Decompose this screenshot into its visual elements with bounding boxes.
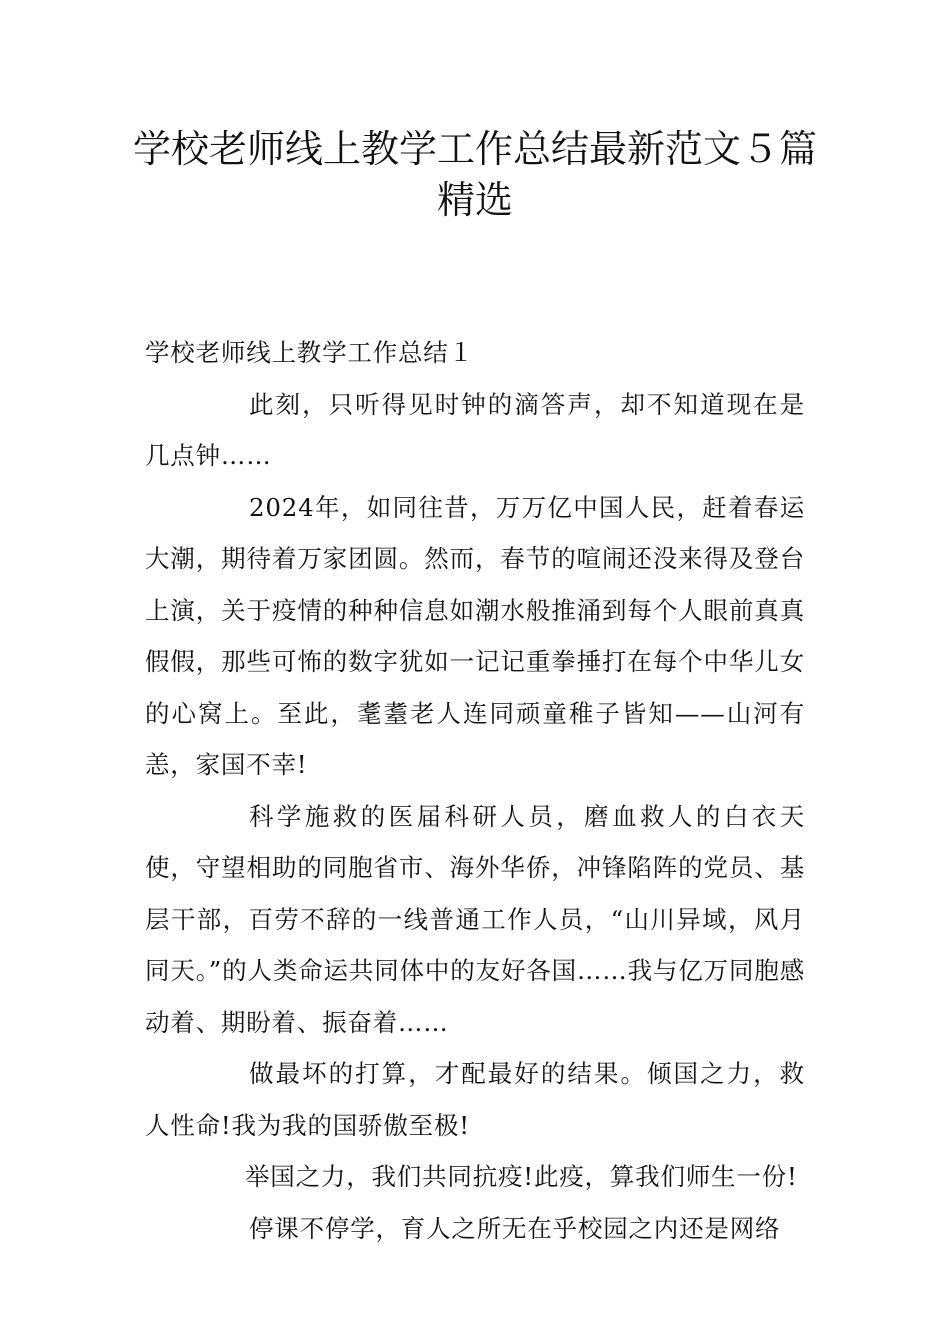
- paragraph-5: 举国之力，我们共同抗疫!此疫，算我们师生一份!: [245, 1162, 798, 1191]
- paragraph-4: 做最坏的打算，才配最好的结果。倾国之力，救人性命!我为我的国骄傲至极!: [145, 1059, 805, 1140]
- paragraph-1: 此刻，只听得见时钟的滴答声，却不知道现在是几点钟……: [145, 389, 805, 470]
- paragraph-2: 2024年，如同往昔，万万亿中国人民，赶着春运大潮，期待着万家团圆。然而，春节的喧闹还没来得及登台上演，关于疫情的种种信息如潮水般推涌到每个人眼前真真假假，那些可怖的数字犹如一记记重拳捶打在每个中华儿女的心窝上。至此，耄耋老人连同顽童稚子皆知——山河有恙，家国不幸!: [145, 492, 805, 779]
- paragraph-6: 停课不停学，育人之所无在乎校园之内还是网络: [249, 1213, 781, 1243]
- document-title: 学校老师线上教学工作总结最新范文５篇精选: [132, 127, 817, 222]
- section-heading: 学校老师线上教学工作总结１: [145, 338, 474, 367]
- paragraph-3: 科学施救的医届科研人员，磨血救人的白衣天使，守望相助的同胞省市、海外华侨，冲锋陷阵的党员、基层干部，百劳不辞的一线普通工作人员，“山川异域，风月同天。”的人类命运共同体中的友好各国……我与亿万同胞感动着、期盼着、振奋着……: [145, 801, 805, 1037]
- document-body: [145, 327, 805, 1254]
